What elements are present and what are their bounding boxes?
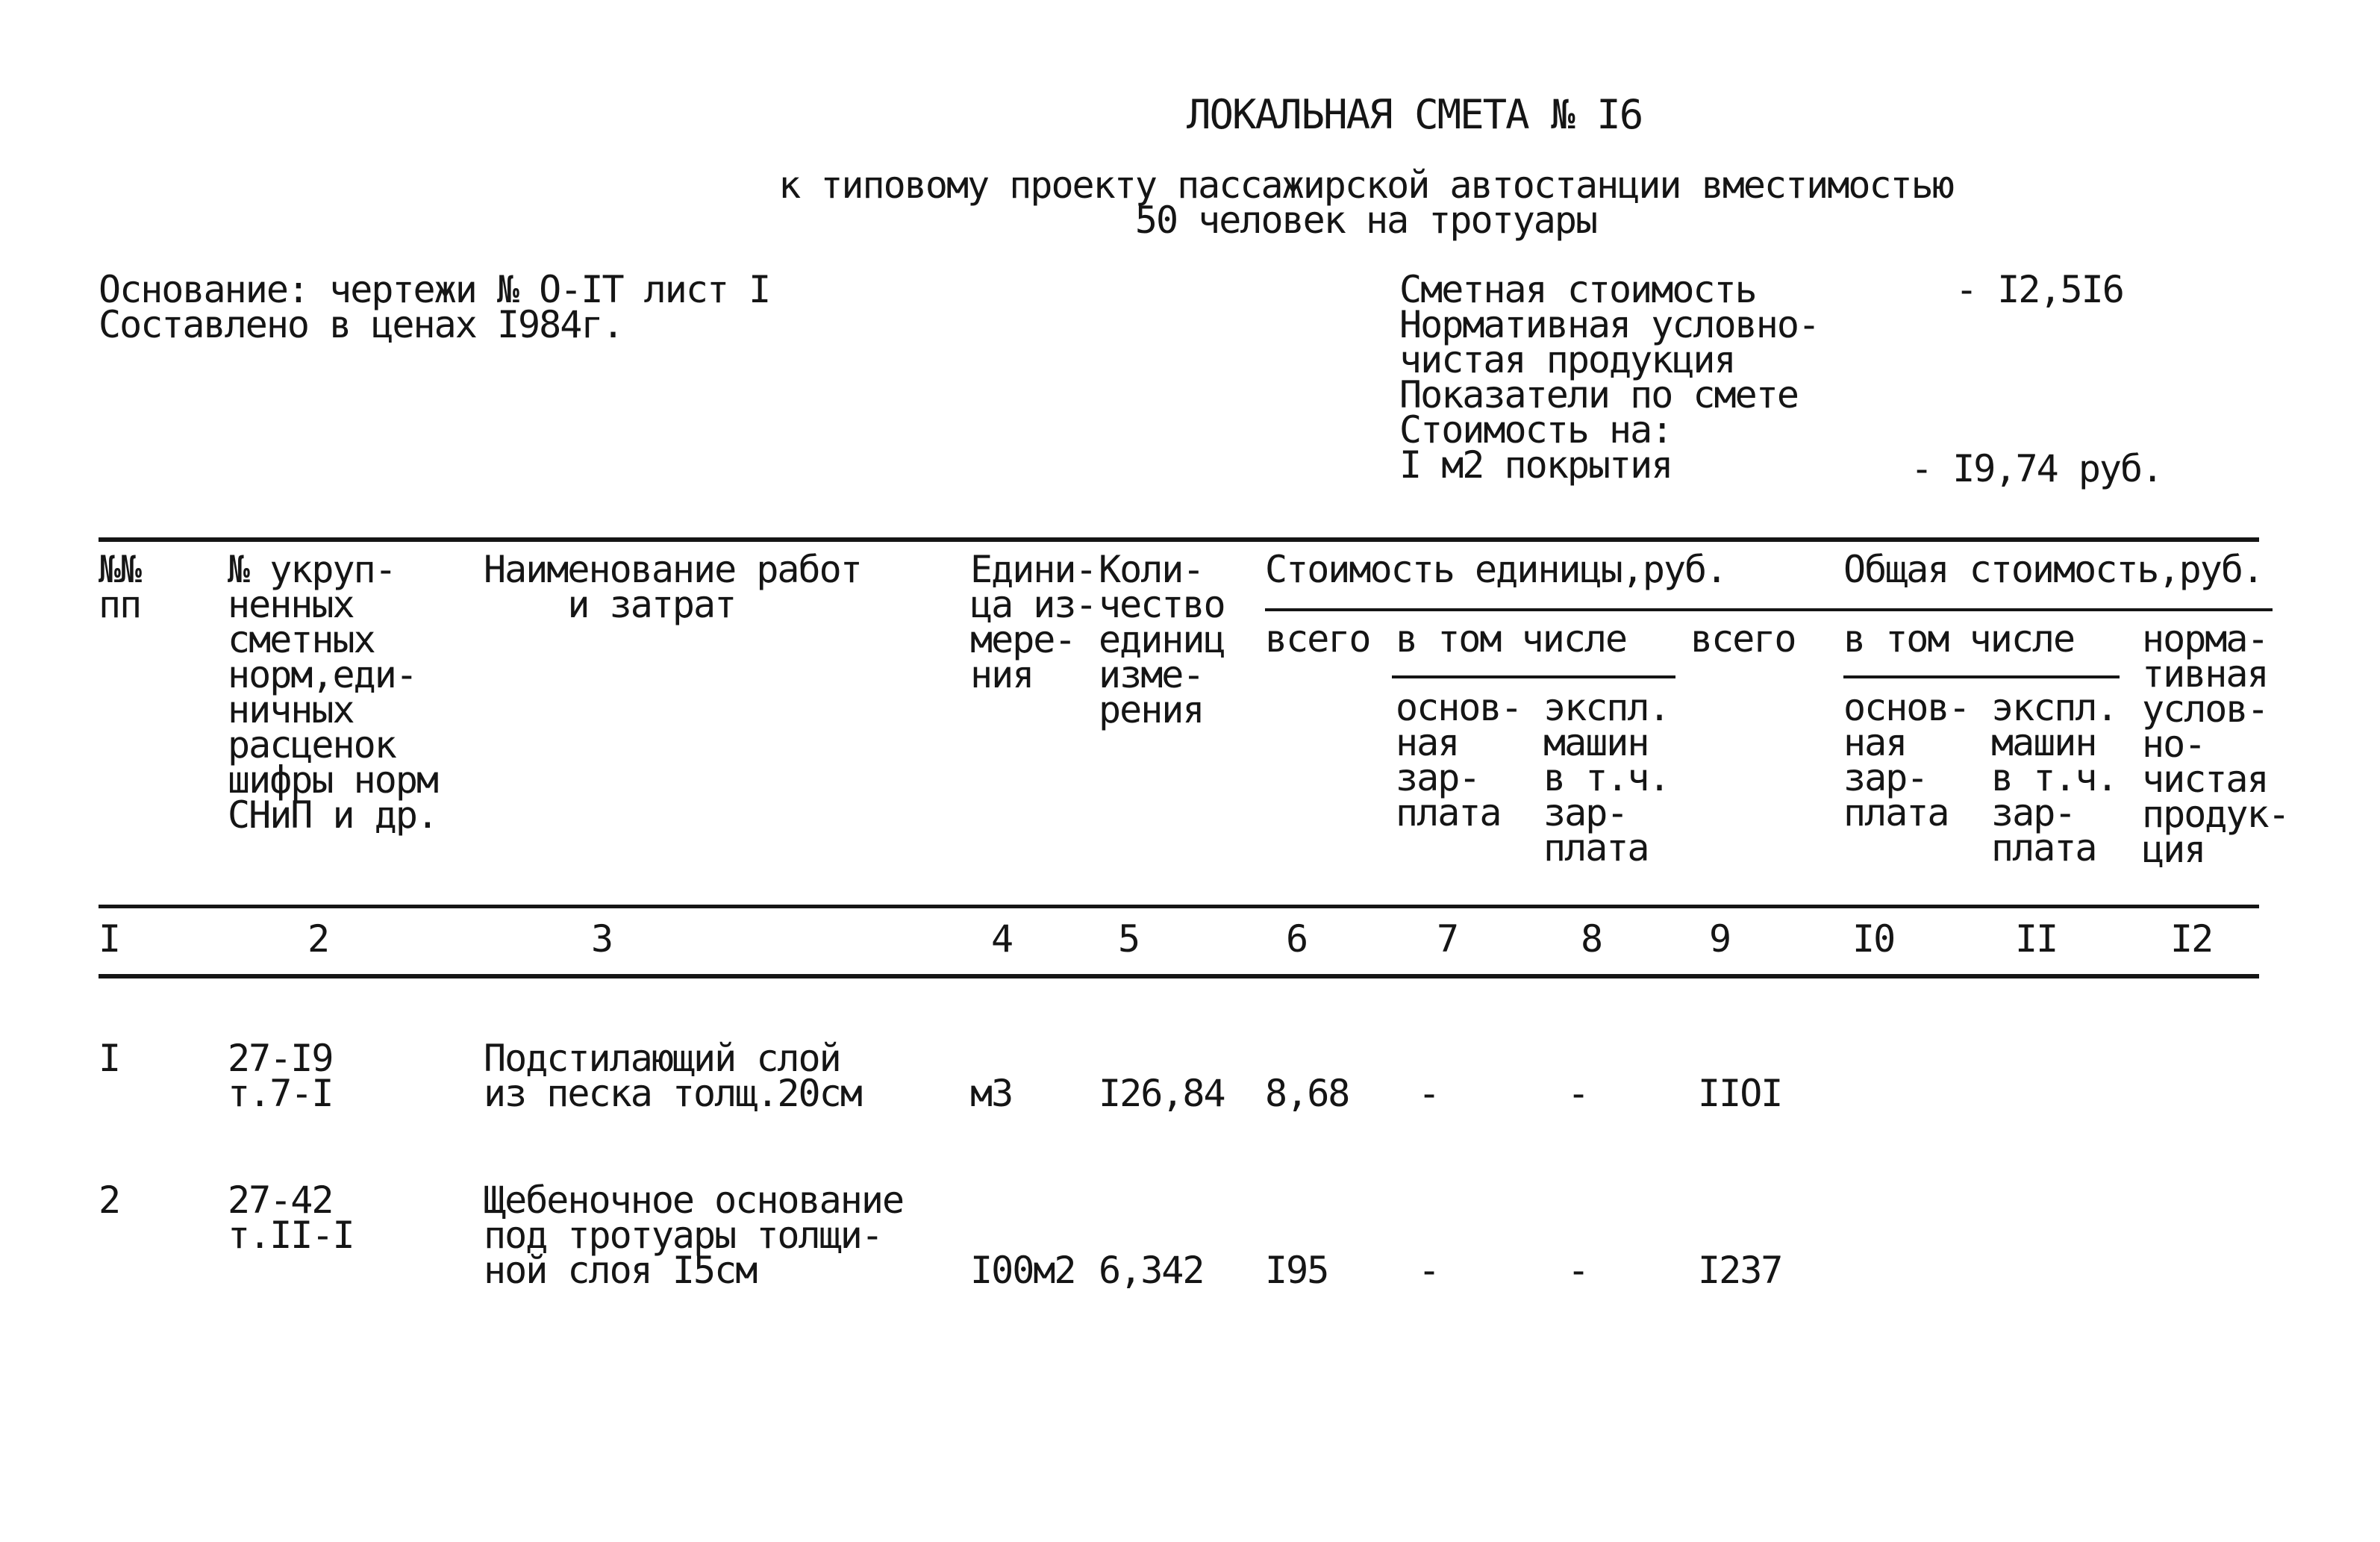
numbers-bottom-rule <box>99 974 2259 978</box>
page-subtitle: к типовому проекту пассажирской автостанции вместимостью 50 человек на тротуары <box>778 163 1953 242</box>
header-unit-including: в том числе <box>1396 617 1627 661</box>
column-number: I2 <box>2170 917 2213 961</box>
row-unit-machines: - <box>1567 1249 1589 1292</box>
column-number: I <box>99 917 120 961</box>
column-number: 9 <box>1709 917 1731 961</box>
row-quantity: I26,84 <box>1099 1072 1225 1115</box>
header-total-including: в том числе <box>1843 617 2075 661</box>
header-total: всего <box>1690 617 1796 661</box>
row-norm-code: 27-42 т.II-I <box>228 1179 354 1257</box>
estimate-cost-value: - I2,5I6 <box>1955 268 2123 311</box>
header-net-product: норма- тивная услов- но- чистая продук- ция <box>2142 617 2289 871</box>
row-unit: I00м2 <box>970 1249 1075 1292</box>
column-number: I0 <box>1852 917 1895 961</box>
row-total: IIOI <box>1698 1072 1782 1115</box>
header-total-cost-group: Общая стоимость,руб. <box>1843 548 2264 591</box>
column-number: II <box>2015 917 2058 961</box>
row-total: I237 <box>1698 1249 1782 1292</box>
header-total-machines: экспл. машин в т.ч. зар- плата <box>1991 686 2117 870</box>
subgroup-rule-unit <box>1392 675 1675 678</box>
column-number: 5 <box>1118 917 1140 961</box>
row-unit-salary: - <box>1418 1072 1440 1115</box>
row-unit-salary: - <box>1418 1249 1440 1292</box>
column-number: 4 <box>991 917 1013 961</box>
subgroup-rule-total <box>1843 675 2120 678</box>
header-total-salary: основ- ная зар- плата <box>1843 686 1970 834</box>
row-quantity: 6,342 <box>1099 1249 1204 1292</box>
row-unit-total: I95 <box>1265 1249 1328 1292</box>
header-unit-total: всего <box>1265 617 1370 661</box>
header-work-name: Наименование работ и затрат <box>484 548 861 626</box>
summary-labels: Сметная стоимость Нормативная условно- чистая продукция Показатели по смете Стоимость на: I м2 покрытия <box>1399 268 1820 487</box>
header-unit-salary: основ- ная зар- плата <box>1396 686 1522 834</box>
row-unit-machines: - <box>1567 1072 1589 1115</box>
table-top-rule <box>99 537 2259 542</box>
basis-text: Основание: чертежи № О-IТ лист I Составлено в ценах I984г. <box>99 268 770 346</box>
header-bottom-rule <box>99 905 2259 908</box>
column-number: 6 <box>1286 917 1308 961</box>
row-number: I <box>99 1037 120 1080</box>
header-row-number: №№ пп <box>99 548 141 626</box>
header-unit-machines: экспл. машин в т.ч. зар- плата <box>1543 686 1670 870</box>
column-number: 3 <box>591 917 613 961</box>
column-number: 2 <box>307 917 329 961</box>
page-title: ЛОКАЛЬНАЯ СМЕТА № I6 <box>1187 91 1643 138</box>
row-number: 2 <box>99 1179 120 1222</box>
row-work-name: Щебеночное основание под тротуары толщи- ной слоя I5см <box>484 1179 904 1292</box>
header-norm-codes: № укруп- ненных сметных норм,еди- ничных расценок шифры норм СНиП и др. <box>228 548 438 837</box>
header-unit-cost-group: Стоимость единицы,руб. <box>1265 548 1727 591</box>
column-number: 7 <box>1437 917 1458 961</box>
row-norm-code: 27-I9 т.7-I <box>228 1037 333 1115</box>
header-unit: Едини- ца из- мере- ния <box>970 548 1096 696</box>
column-number: 8 <box>1581 917 1602 961</box>
header-quantity: Коли- чество единиц изме- рения <box>1099 548 1225 731</box>
group-rule <box>1265 608 2273 611</box>
row-work-name: Подстилающий слой из песка толщ.20см <box>484 1037 861 1115</box>
unit-cost-value: - I9,74 руб. <box>1911 447 2163 490</box>
row-unit: м3 <box>970 1072 1013 1115</box>
row-unit-total: 8,68 <box>1265 1072 1349 1115</box>
